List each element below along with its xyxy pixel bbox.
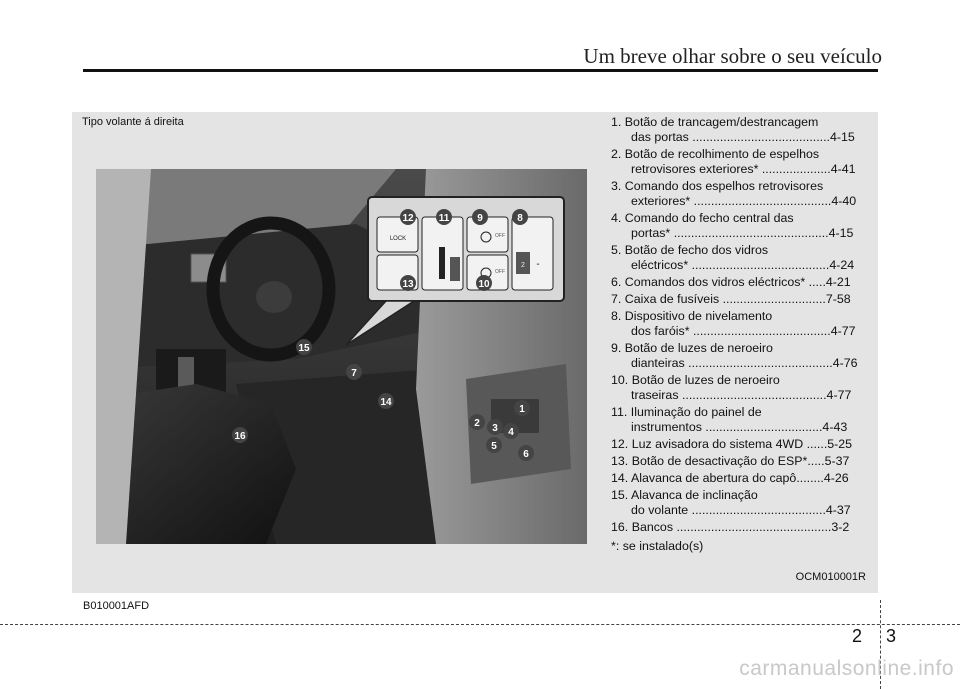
callout-4 (503, 423, 519, 439)
legend-text: Alavanca de inclinação (631, 488, 758, 502)
legend-text: Botão de fecho dos vidros (624, 243, 769, 257)
legend-item-5 (611, 243, 871, 273)
legend-text: das portas ........................................ (631, 130, 831, 144)
legend-text: Comandos dos vidros eléctricos* ..... (624, 275, 826, 289)
legend-text: Botão de recolhimento de espelhos (624, 147, 820, 161)
legend-item-10 (611, 373, 871, 403)
legend-ref: 4-77 (826, 388, 852, 402)
callout-10 (476, 275, 492, 291)
legend-text: Luz avisadora do sistema 4WD ...... (631, 437, 828, 451)
page-number: 3 (886, 626, 897, 646)
svg-text:10: 10 (478, 279, 490, 290)
callout-13 (400, 275, 416, 291)
legend-num: 3. (611, 179, 622, 193)
legend-text: Caixa de fusíveis .............................. (624, 292, 826, 306)
legend-ref: 4-24 (829, 258, 855, 272)
legend-item-7 (611, 292, 871, 307)
legend-num: 1. (611, 115, 622, 129)
legend-item-14 (611, 471, 871, 486)
switch-text-off2: OFF (495, 269, 505, 275)
legend-num: 15. (611, 488, 629, 502)
callout-3 (487, 419, 503, 435)
legend-text: eléctricos* ........................................ (631, 258, 830, 272)
legend-ref: 5-37 (824, 454, 850, 468)
header-rule (83, 69, 878, 72)
legend-item-12 (611, 437, 871, 452)
svg-text:3: 3 (492, 423, 498, 434)
svg-text:12: 12 (402, 213, 414, 224)
legend-text: instrumentos .................................. (631, 420, 823, 434)
callout-15 (296, 339, 312, 355)
callout-11 (436, 209, 452, 225)
legend-ref: 4-15 (830, 130, 855, 144)
legend-item-1 (611, 115, 871, 145)
legend-num: 5. (611, 243, 622, 257)
legend-list (611, 115, 871, 554)
legend-item-11 (611, 405, 871, 435)
svg-text:8: 8 (517, 213, 523, 224)
legend-text: dianteiras .......................................... (631, 356, 833, 370)
legend-footnote: *: se instalado(s) (611, 539, 704, 553)
legend-ref: 7-58 (825, 292, 851, 306)
footer-dashed-rule (0, 624, 960, 625)
legend-ref: 4-37 (825, 503, 851, 517)
callout-12 (400, 209, 416, 225)
callout-8 (512, 209, 528, 225)
legend-num: 13. (611, 454, 629, 468)
legend-ref: 4-77 (830, 324, 856, 338)
switch-text-off1: OFF (495, 233, 505, 239)
legend-ref: 4-41 (830, 162, 856, 176)
legend-ref: 4-26 (823, 471, 849, 485)
legend-ref: 3-2 (831, 520, 850, 534)
legend-item-9 (611, 341, 871, 371)
legend-text: Botão de trancagem/destrancagem (624, 115, 819, 129)
legend-item-13 (611, 454, 871, 469)
legend-text: Botão de luzes de neroeiro (624, 341, 773, 355)
legend-text: do volante ....................................... (631, 503, 826, 517)
figure-panel (72, 112, 878, 593)
legend-text: Comando do fecho central das (624, 211, 794, 225)
svg-text:11: 11 (438, 213, 450, 224)
figure-label: Tipo volante á direita (82, 116, 184, 128)
switch-text-minus: - (536, 259, 540, 270)
legend-item-3 (611, 179, 871, 209)
callout-2 (469, 414, 485, 430)
legend-text: Botão de desactivação do ESP*..... (631, 454, 825, 468)
interior-photo (96, 169, 587, 544)
legend-text: Comando dos espelhos retrovisores (624, 179, 824, 193)
legend-text: Botão de luzes de neroeiro (631, 373, 780, 387)
switch-text-two: 2 (521, 262, 525, 269)
callout-14 (378, 393, 394, 409)
callout-5 (486, 437, 502, 453)
legend-text: exteriores* ........................................ (631, 194, 832, 208)
legend-ref: 4-43 (822, 420, 848, 434)
legend-num: 11. (611, 405, 628, 419)
svg-text:15: 15 (298, 343, 310, 354)
switch-text-lock: LOCK (389, 236, 407, 242)
svg-text:4: 4 (508, 427, 514, 438)
legend-text: retrovisores exteriores* .................... (631, 162, 831, 176)
legend-text: Bancos ............................................. (631, 520, 832, 534)
legend-num: 10. (611, 373, 629, 387)
svg-text:2: 2 (474, 418, 480, 429)
svg-text:7: 7 (351, 368, 357, 379)
legend-num: 16. (611, 520, 629, 534)
legend-num: 9. (611, 341, 622, 355)
legend-text: Alavanca de abertura do capô........ (631, 471, 824, 485)
legend-item-15 (611, 488, 871, 518)
legend-item-6 (611, 275, 871, 290)
page-header-title: Um breve olhar sobre o seu veículo (583, 44, 882, 68)
callout-6 (518, 445, 534, 461)
legend-num: 2. (611, 147, 622, 161)
legend-text: dos faróis* ........................................ (631, 324, 831, 338)
svg-text:13: 13 (402, 279, 414, 290)
callout-1 (514, 400, 530, 416)
legend-text: Dispositivo de nivelamento (624, 309, 773, 323)
legend-num: 4. (611, 211, 622, 225)
svg-text:5: 5 (491, 441, 497, 452)
legend-ref: 4-15 (828, 226, 854, 240)
svg-text:1: 1 (519, 404, 525, 415)
legend-text: traseiras .......................................... (631, 388, 827, 402)
legend-num: 12. (611, 437, 629, 451)
svg-text:6: 6 (523, 449, 529, 460)
legend-num: 6. (611, 275, 622, 289)
legend-text: portas* ............................................. (631, 226, 829, 240)
legend-item-16 (611, 520, 871, 535)
callout-7 (346, 364, 362, 380)
legend-ref: 4-21 (825, 275, 851, 289)
legend-ref: 5-25 (827, 437, 853, 451)
legend-num: 7. (611, 292, 622, 306)
callout-9 (472, 209, 488, 225)
watermark: carmanualsonline.info (739, 657, 954, 680)
legend-ref: 4-40 (831, 194, 857, 208)
chapter-number: 2 (852, 626, 863, 646)
figure-code: OCM010001R (795, 571, 866, 583)
legend-item-8 (611, 309, 871, 339)
svg-text:9: 9 (477, 213, 483, 224)
legend-ref: 4-76 (832, 356, 858, 370)
legend-item-4 (611, 211, 871, 241)
legend-num: 14. (611, 471, 629, 485)
svg-text:14: 14 (380, 397, 392, 408)
document-code: B010001AFD (83, 600, 150, 612)
callout-16 (232, 427, 248, 443)
legend-item-2 (611, 147, 871, 177)
legend-num: 8. (611, 309, 622, 323)
svg-text:16: 16 (234, 431, 246, 442)
legend-text: Iluminação do painel de (630, 405, 762, 419)
